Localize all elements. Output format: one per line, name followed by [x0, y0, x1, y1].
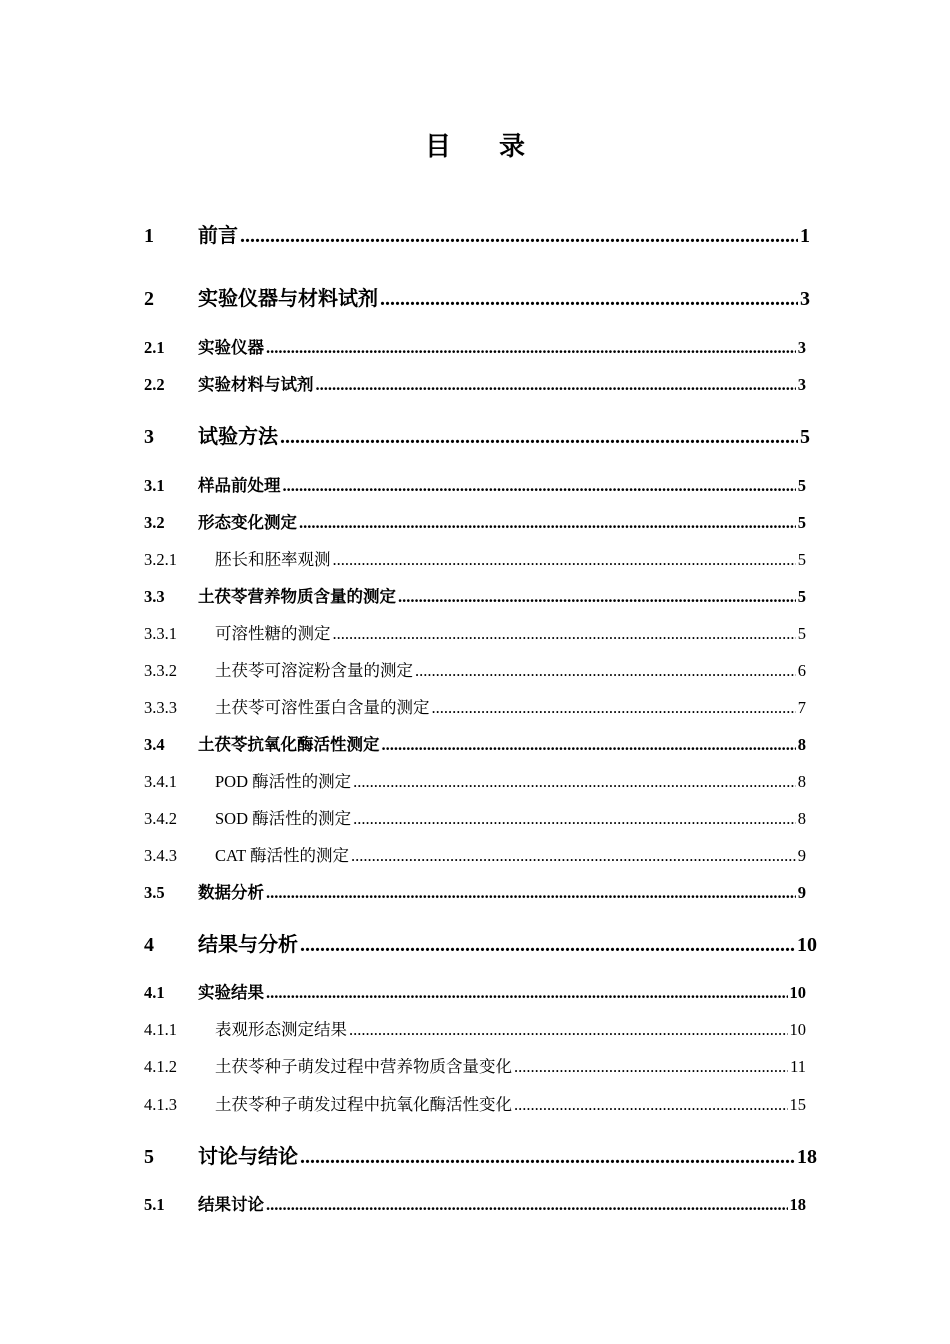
dot-leader — [266, 883, 796, 903]
toc-entry-number: 2.2 — [144, 375, 165, 394]
dot-leader — [382, 735, 796, 755]
toc-entry-page-number: 10 — [789, 983, 806, 1002]
toc-entry-title: 前言 — [198, 225, 238, 247]
toc-entry[interactable] — [144, 620, 806, 644]
toc-entry-title: 讨论与结论 — [198, 1146, 298, 1168]
toc-entry-title: 土茯苓抗氧化酶活性测定 — [198, 735, 380, 754]
toc-entry-title: 胚长和胚率观测 — [215, 550, 331, 569]
toc-entry-page-number: 5 — [797, 513, 806, 532]
toc-entry[interactable] — [144, 1140, 817, 1169]
toc-entry[interactable] — [144, 805, 806, 829]
toc-entry-title: 土茯苓可溶性蛋白含量的测定 — [215, 698, 430, 717]
toc-entry-page-number: 10 — [797, 934, 817, 956]
dot-leader — [349, 1020, 788, 1040]
toc-entry-page-number: 10 — [789, 1020, 806, 1039]
toc-entry-number: 3.3.1 — [144, 624, 177, 643]
toc-entry-title: 形态变化测定 — [198, 513, 297, 532]
toc-entry-number: 3.1 — [144, 476, 165, 495]
toc-entry[interactable] — [144, 1016, 806, 1040]
toc-entry-page-number: 18 — [797, 1146, 817, 1168]
title-char-1: 目 — [424, 132, 451, 161]
dot-leader — [398, 587, 796, 607]
toc-entry-number: 2.1 — [144, 338, 165, 357]
toc-entry-number: 4.1 — [144, 983, 165, 1002]
toc-entry-number: 4 — [144, 934, 154, 956]
toc-entry[interactable] — [144, 420, 810, 449]
toc-entry-number: 3 — [144, 426, 154, 448]
toc-entry-page-number: 5 — [797, 476, 806, 495]
toc-entry-page-number: 8 — [797, 772, 806, 791]
toc-entry[interactable] — [144, 371, 806, 395]
toc-entry-page-number: 7 — [797, 698, 806, 717]
toc-entry-title: 试验方法 — [198, 426, 278, 448]
dot-leader — [283, 476, 796, 496]
toc-entry[interactable] — [144, 694, 806, 718]
toc-entry-page-number: 8 — [797, 809, 806, 828]
toc-entry-title: 土茯苓可溶淀粉含量的测定 — [215, 661, 413, 680]
toc-entry-title: 实验材料与试剂 — [198, 375, 314, 394]
toc-entry-page-number: 8 — [797, 735, 806, 754]
toc-entry-number: 4.1.3 — [144, 1095, 177, 1114]
toc-entry-number: 1 — [144, 225, 154, 247]
toc-entry-number: 3.5 — [144, 883, 165, 902]
dot-leader — [240, 225, 798, 248]
dot-leader — [266, 338, 796, 358]
toc-entry[interactable] — [144, 879, 806, 903]
dot-leader — [299, 513, 796, 533]
toc-entry-number: 3.2 — [144, 513, 165, 532]
toc-entry-page-number: 11 — [790, 1057, 806, 1076]
toc-entry-number: 3.4.1 — [144, 772, 177, 791]
toc-entry[interactable] — [144, 657, 806, 681]
toc-entry-title: 结果讨论 — [198, 1195, 264, 1214]
toc-entry-number: 5.1 — [144, 1195, 165, 1214]
toc-entry-page-number: 3 — [797, 338, 806, 357]
toc-entry-title: POD 酶活性的测定 — [215, 772, 352, 791]
title-char-2: 录 — [499, 132, 526, 161]
toc-entry-title: 土茯苓种子萌发过程中抗氧化酶活性变化 — [215, 1095, 512, 1114]
toc-entry-title: 实验仪器 — [198, 338, 264, 357]
toc-entry-page-number: 9 — [797, 883, 806, 902]
toc-entry-page-number: 1 — [800, 225, 810, 247]
toc-entry-title: 样品前处理 — [198, 476, 281, 495]
toc-entry-number: 3.2.1 — [144, 550, 177, 569]
toc-entry-title: 结果与分析 — [198, 934, 298, 956]
dot-leader — [432, 698, 796, 718]
toc-entry-title: 土茯苓种子萌发过程中营养物质含量变化 — [215, 1057, 512, 1076]
toc-entry-number: 5 — [144, 1146, 154, 1168]
toc-entry-number: 3.3.3 — [144, 698, 177, 717]
toc-entry-page-number: 15 — [789, 1095, 806, 1114]
toc-entry-page-number: 5 — [800, 426, 810, 448]
toc-entry[interactable] — [144, 583, 806, 607]
toc-entry[interactable] — [144, 731, 806, 755]
dot-leader — [415, 661, 796, 681]
toc-entry-title: CAT 酶活性的测定 — [215, 846, 349, 865]
toc-entry-page-number: 5 — [797, 624, 806, 643]
toc-entry-page-number: 3 — [800, 288, 810, 310]
toc-entry-number: 3.4.2 — [144, 809, 177, 828]
dot-leader — [514, 1095, 788, 1115]
toc-entry-title: 表观形态测定结果 — [215, 1020, 347, 1039]
dot-leader — [351, 846, 796, 866]
toc-entry[interactable] — [144, 1091, 806, 1115]
toc-entry[interactable] — [144, 509, 806, 533]
dot-leader — [300, 934, 795, 957]
toc-entry-title: SOD 酶活性的测定 — [215, 809, 352, 828]
toc-entry-page-number: 3 — [797, 375, 806, 394]
toc-entry-title: 可溶性糖的测定 — [215, 624, 331, 643]
dot-leader — [280, 426, 798, 449]
dot-leader — [300, 1146, 795, 1169]
dot-leader — [333, 624, 796, 644]
toc-entry[interactable] — [144, 282, 810, 311]
toc-entry-title: 土茯苓营养物质含量的测定 — [198, 587, 396, 606]
toc-entry-title: 实验结果 — [198, 983, 264, 1002]
toc-entry[interactable] — [144, 842, 806, 866]
toc-entry[interactable] — [144, 768, 806, 792]
toc-entry-title: 实验仪器与材料试剂 — [198, 288, 378, 310]
dot-leader — [316, 375, 796, 395]
dot-leader — [353, 772, 796, 792]
toc-entry-title: 数据分析 — [198, 883, 264, 902]
toc-entry-number: 3.3 — [144, 587, 165, 606]
toc-entry-page-number: 5 — [797, 587, 806, 606]
toc-entry-number: 4.1.1 — [144, 1020, 177, 1039]
toc-entry[interactable] — [144, 334, 806, 358]
toc-entry-page-number: 5 — [797, 550, 806, 569]
toc-entry-number: 3.4.3 — [144, 846, 177, 865]
dot-leader — [514, 1057, 788, 1077]
toc-entry-number: 2 — [144, 288, 154, 310]
dot-leader — [266, 983, 788, 1003]
toc-entry[interactable] — [144, 1053, 806, 1077]
dot-leader — [353, 809, 796, 829]
dot-leader — [380, 288, 798, 311]
toc-entry[interactable] — [144, 472, 806, 496]
toc-entry[interactable] — [144, 928, 817, 957]
toc-entry-page-number: 9 — [797, 846, 806, 865]
toc-entry-number: 3.3.2 — [144, 661, 177, 680]
toc-entry-page-number: 6 — [797, 661, 806, 680]
toc-entry[interactable] — [144, 219, 810, 248]
page-title — [0, 126, 950, 163]
toc-entry[interactable] — [144, 979, 806, 1003]
dot-leader — [266, 1195, 788, 1215]
toc-entry[interactable] — [144, 1191, 806, 1215]
toc-entry-number: 3.4 — [144, 735, 165, 754]
toc-entry-page-number: 18 — [789, 1195, 806, 1214]
toc-entry[interactable] — [144, 546, 806, 570]
toc-entry-number: 4.1.2 — [144, 1057, 177, 1076]
dot-leader — [333, 550, 796, 570]
